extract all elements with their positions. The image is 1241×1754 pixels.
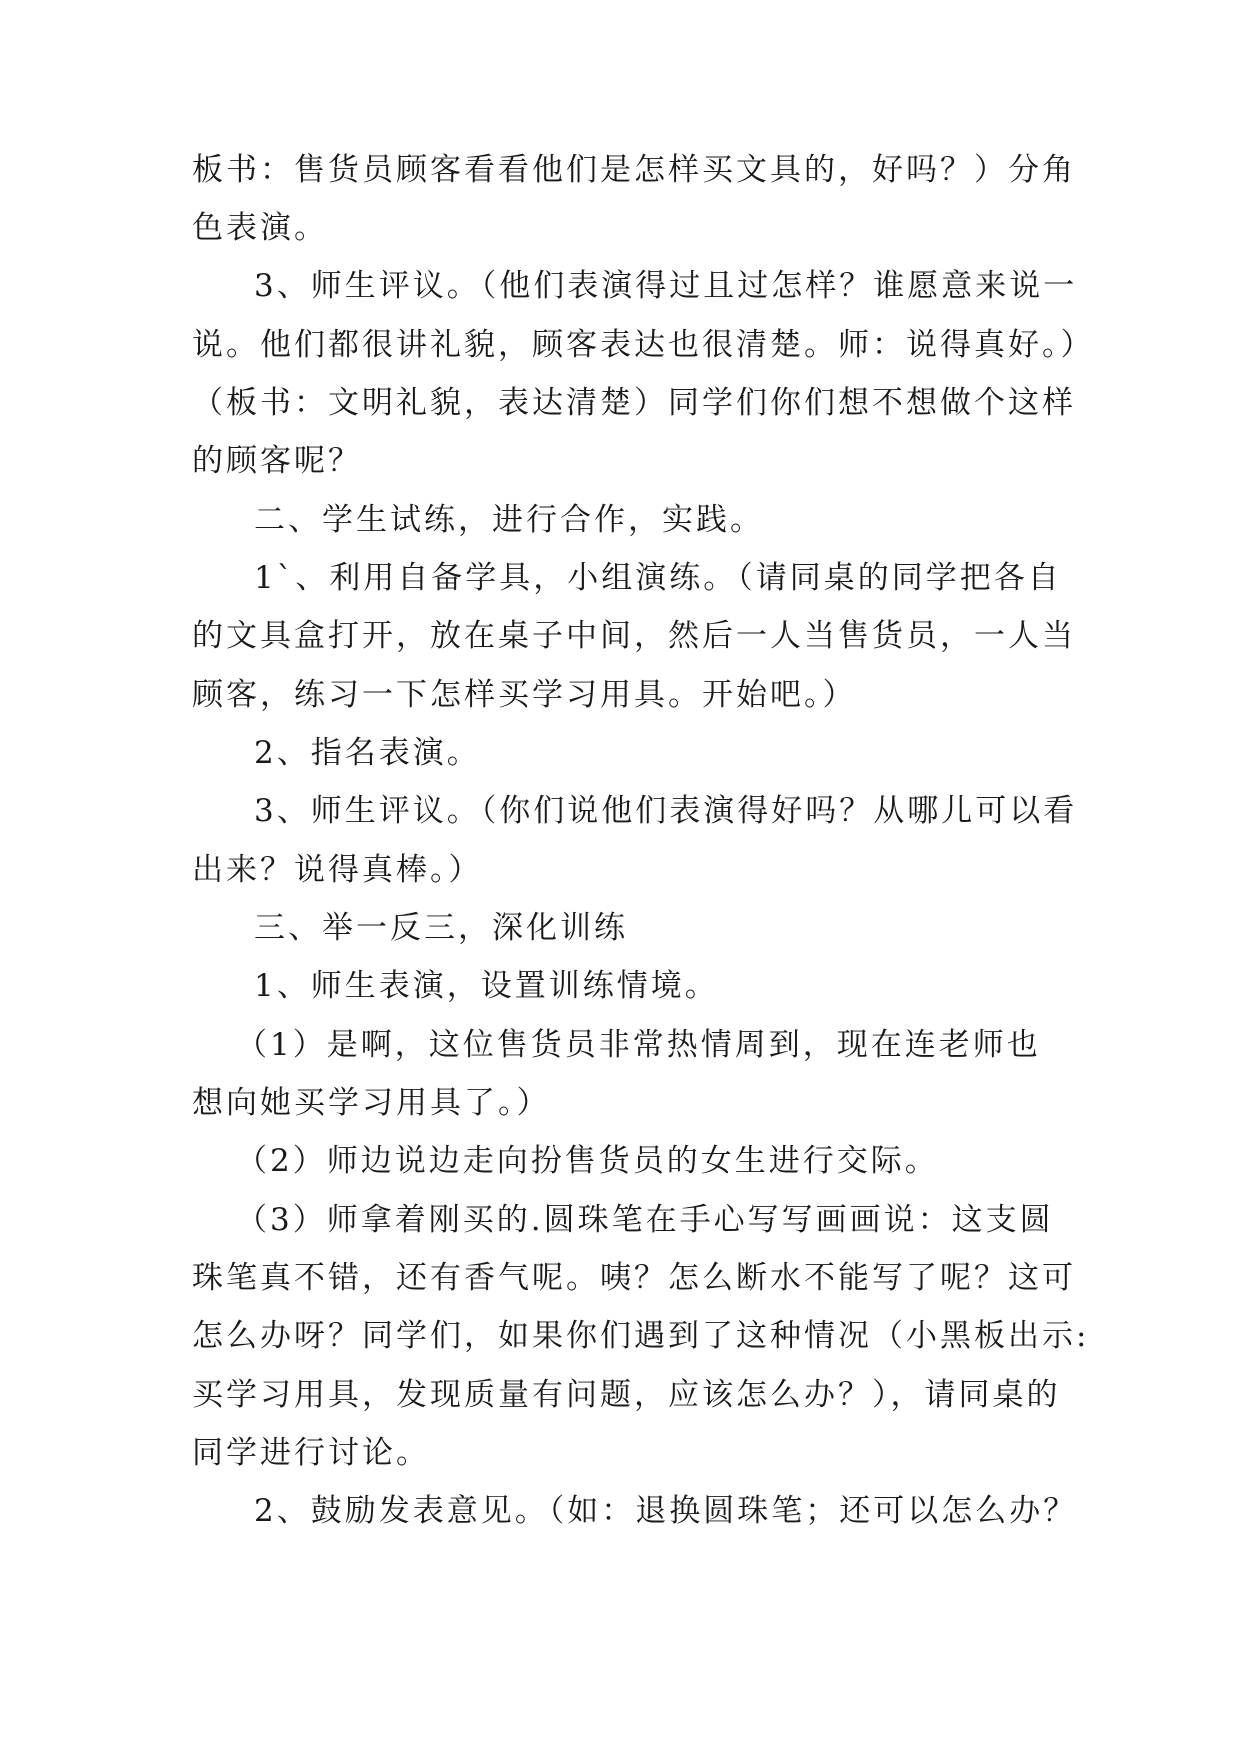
text-line: 怎么办呀？同学们，如果你们遇到了这种情况（小黑板出示: [192, 1318, 1090, 1354]
text-line: （1）是啊，这位售货员非常热情周到，现在连老师也 [236, 1027, 1041, 1063]
text-line: 3、师生评议。（他们表演得过且过怎样？谁愿意来说一 [254, 268, 1078, 304]
text-line: 色表演。 [192, 210, 328, 246]
text-line: 同学进行讨论。 [192, 1435, 430, 1471]
text-line: 出来？说得真棒。） [192, 852, 483, 888]
text-line: 顾客，练习一下怎样买学习用具。开始吧。） [192, 677, 857, 713]
text-line: （3）师拿着刚买的.圆珠笔在手心写写画画说：这支圆 [236, 1202, 1054, 1238]
text-line: 1、师生表演，设置训练情境。 [254, 968, 719, 1004]
text-line: 的文具盒打开，放在桌子中间，然后一人当售货员，一人当 [192, 618, 1076, 654]
text-line: （板书：文明礼貌，表达清楚）同学们你们想不想做个这样 [192, 385, 1076, 421]
text-line: 3、师生评议。（你们说他们表演得好吗？从哪儿可以看 [254, 793, 1078, 829]
text-line: 1`、利用自备学具，小组演练。（请同桌的同学把各自 [254, 560, 1062, 596]
text-line: 想向她买学习用具了。） [192, 1085, 551, 1121]
section-heading: 二、学生试练，进行合作，实践。 [254, 502, 764, 538]
text-line: 2、指名表演。 [254, 735, 481, 771]
text-line: 买学习用具，发现质量有问题，应该怎么办？），请同桌的 [192, 1377, 1061, 1413]
text-line: 板书：售货员顾客看看他们是怎样买文具的，好吗？）分角 [192, 152, 1076, 188]
text-line: （2）师边说边走向扮售货员的女生进行交际。 [236, 1143, 939, 1179]
section-heading: 三、举一反三，深化训练 [254, 910, 628, 946]
text-line: 珠笔真不错，还有香气呢。咦？怎么断水不能写了呢？这可 [192, 1260, 1076, 1296]
text-line: 2、鼓励发表意见。（如：退换圆珠笔；还可以怎么办？ [254, 1493, 1078, 1529]
text-line: 说。他们都很讲礼貌，顾客表达也很清楚。师：说得真好。） [192, 327, 1095, 363]
text-line: 的顾客呢？ [192, 443, 362, 479]
